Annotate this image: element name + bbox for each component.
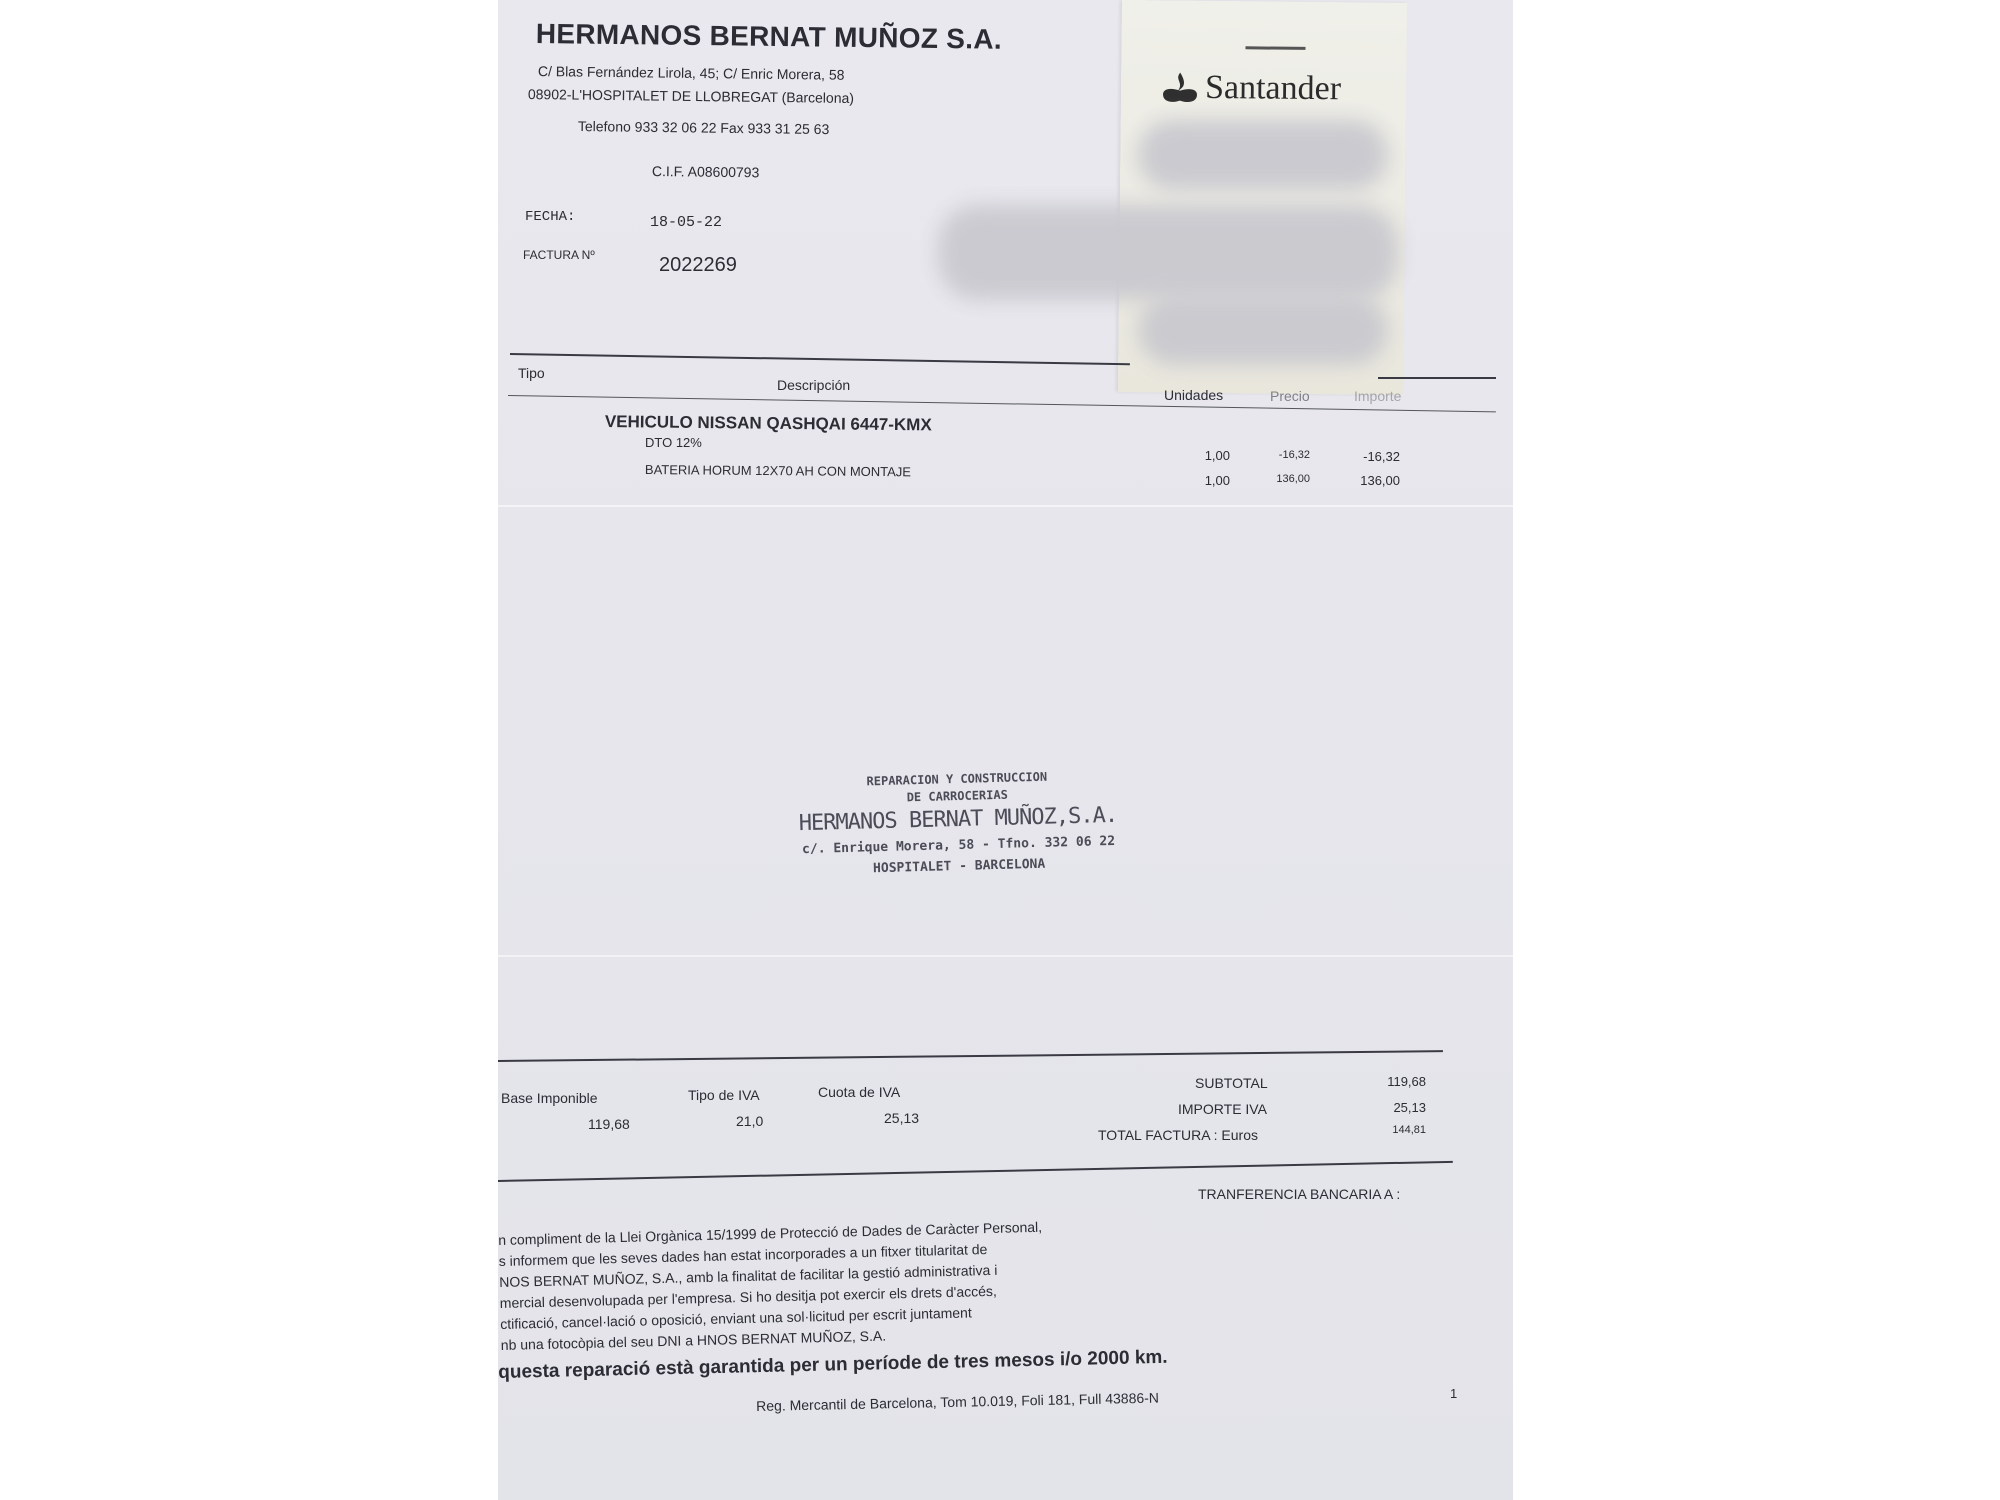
- legal-line: nb una fotocòpia del seu DNI a HNOS BERNAT MUÑOZ, S.A.: [500, 1327, 887, 1353]
- slip-mark: [1245, 46, 1305, 50]
- paper-fold: [498, 505, 1513, 507]
- tipo-iva-value: 21,0: [736, 1113, 764, 1129]
- total-factura-label: TOTAL FACTURA : Euros: [1098, 1127, 1259, 1143]
- invoice-date-label: FECHA:: [525, 209, 576, 225]
- total-factura-value: 144,81: [1392, 1124, 1426, 1136]
- company-address-line1: C/ Blas Fernández Lirola, 45; C/ Enric Morera, 58: [537, 63, 845, 83]
- legal-line: mercial desenvolupada per l'empresa. Si ho desitja pot exercir els drets d'accés,: [499, 1282, 997, 1311]
- row-unidades: 1,00: [1204, 473, 1230, 488]
- col-header-precio: Precio: [1270, 388, 1310, 404]
- registry-text: Reg. Mercantil de Barcelona, Tom 10.019, Foli 181, Full 43886-N: [756, 1389, 1160, 1414]
- row-importe: -16,32: [1363, 449, 1400, 464]
- table-header-rule: [508, 395, 1496, 412]
- invoice-number-label: FACTURA Nº: [523, 248, 595, 262]
- subtotal-value: 119,68: [1387, 1074, 1426, 1089]
- col-header-tipo: Tipo: [518, 365, 545, 381]
- legal-notice: [498, 1217, 1045, 1356]
- cuota-iva-value: 25,13: [884, 1110, 920, 1126]
- transfer-label: TRANFERENCIA BANCARIA A :: [1198, 1186, 1401, 1202]
- stamp-line: HOSPITALET - BARCELONA: [872, 856, 1046, 877]
- col-header-unidades: Unidades: [1164, 387, 1224, 403]
- company-cif: C.I.F. A08600793: [651, 163, 760, 181]
- invoice-paper: [498, 0, 1513, 1500]
- company-stamp: [787, 768, 1130, 879]
- legal-line: NOS BERNAT MUÑOZ, S.A., amb la finalitat de facilitar la gestió administrativa i: [499, 1261, 998, 1290]
- guarantee-text: questa reparació està garantida per un període de tres mesos i/o 2000 km.: [498, 1346, 1168, 1383]
- row-description: DTO 12%: [645, 435, 702, 450]
- santander-logo-text: Santander: [1204, 68, 1342, 108]
- invoice-date: 18-05-22: [650, 214, 723, 231]
- invoice-number: 2022269: [659, 254, 737, 276]
- row-importe: 136,00: [1360, 473, 1400, 488]
- stamp-line: HERMANOS BERNAT MUÑOZ,S.A.: [798, 802, 1118, 837]
- page-number: 1: [1450, 1386, 1458, 1401]
- legal-line: n compliment de la Llei Orgànica 15/1999 de Protecció de Dades de Caràcter Personal,: [498, 1218, 1043, 1248]
- totals-bottom-rule: [498, 1161, 1453, 1182]
- col-header-descripcion: Descripción: [777, 377, 851, 393]
- importe-iva-label: IMPORTE IVA: [1178, 1101, 1267, 1117]
- table-top-rule: [510, 353, 1130, 365]
- redacted-area: [1138, 120, 1388, 190]
- base-imponible-value: 119,68: [588, 1116, 630, 1132]
- paper-fold: [498, 955, 1513, 957]
- totals-top-rule: [498, 1050, 1443, 1062]
- vehicle-description: VEHICULO NISSAN QASHQAI 6447-KMX: [604, 412, 932, 435]
- col-header-importe: Importe: [1354, 388, 1402, 404]
- redacted-area: [938, 205, 1398, 300]
- stamp-line: c/. Enrique Morera, 58 - Tfno. 332 06 22: [801, 833, 1116, 858]
- santander-flame-icon: [1161, 70, 1199, 104]
- table-top-rule: [1378, 377, 1496, 379]
- row-unidades: 1,00: [1204, 448, 1230, 463]
- company-phone-fax: Telefono 933 32 06 22 Fax 933 31 25 63: [577, 118, 830, 138]
- legal-line: s informem que les seves dades han estat incorporades a un fitxer titularitat de: [498, 1241, 988, 1269]
- base-imponible-label: Base Imponible: [501, 1090, 598, 1106]
- legal-line: ctificació, cancel·lació o oposició, enviant una sol·licitud per escrit juntament: [500, 1304, 972, 1332]
- company-address-line2: 08902-L'HOSPITALET DE LLOBREGAT (Barcelona): [527, 86, 855, 106]
- importe-iva-value: 25,13: [1393, 1100, 1426, 1115]
- row-precio: -16,32: [1278, 449, 1310, 461]
- row-precio: 136,00: [1276, 473, 1310, 485]
- subtotal-label: SUBTOTAL: [1195, 1075, 1268, 1091]
- company-name: HERMANOS BERNAT MUÑOZ S.A.: [535, 18, 1003, 55]
- stamp-line: DE CARROCERIAS: [906, 787, 1009, 805]
- stamp-line: REPARACION Y CONSTRUCCION: [866, 769, 1048, 789]
- tipo-iva-label: Tipo de IVA: [688, 1087, 760, 1103]
- redacted-area: [1138, 295, 1388, 365]
- cuota-iva-label: Cuota de IVA: [818, 1084, 901, 1100]
- row-description: BATERIA HORUM 12X70 AH CON MONTAJE: [644, 462, 912, 480]
